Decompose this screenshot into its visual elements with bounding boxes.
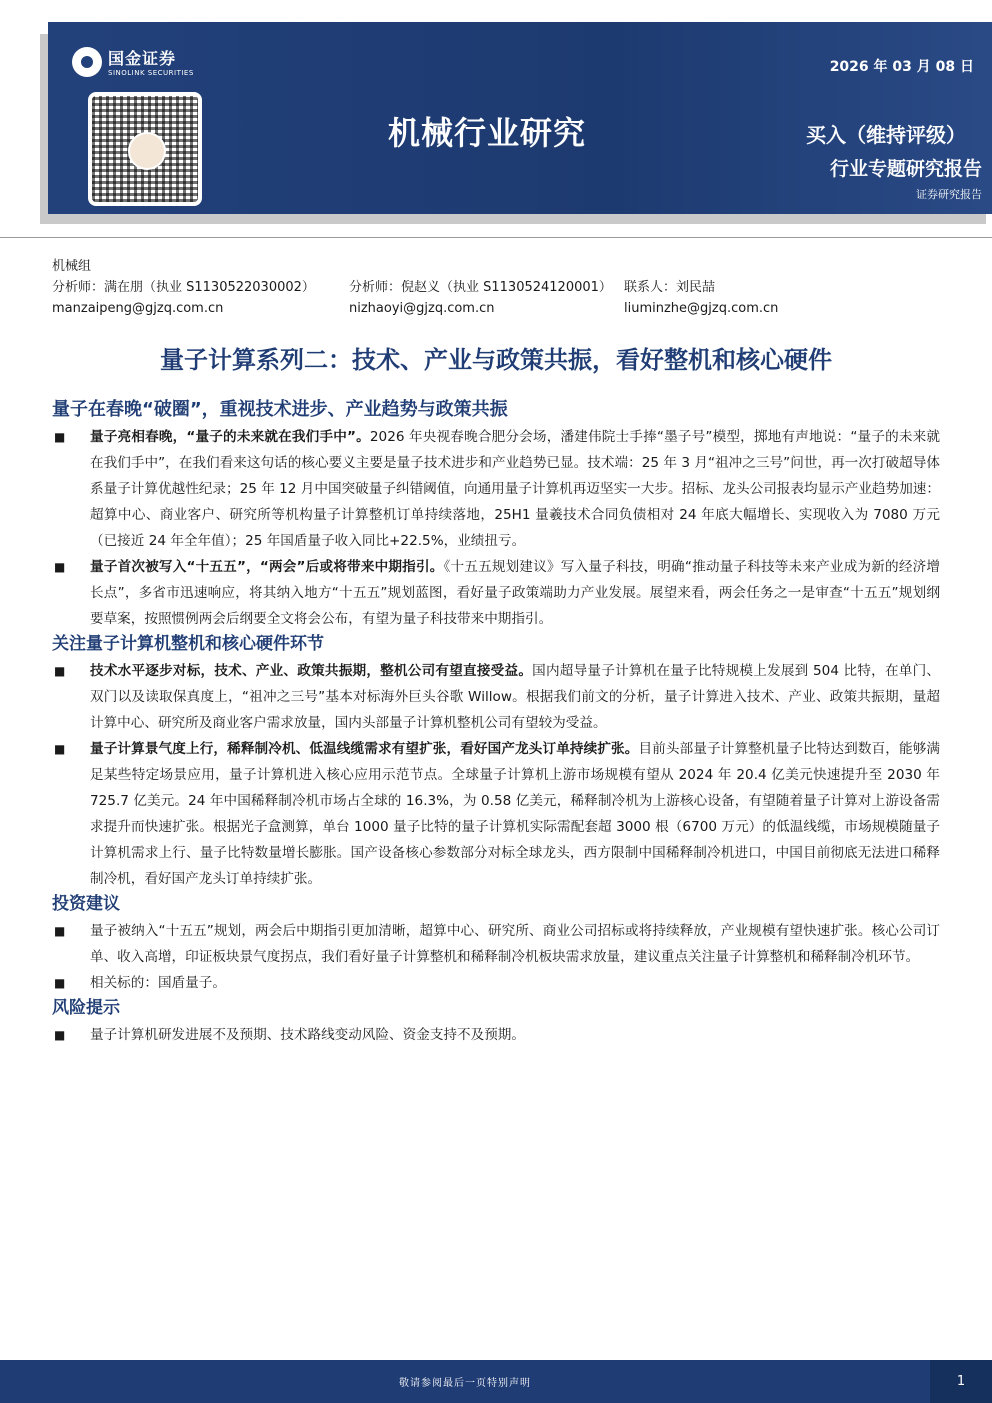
bullet-icon: ■ [54, 924, 66, 938]
item-text: 2026 年央视春晚合肥分会场，潘建伟院士手捧“墨子号”模型，掷地有声地说：“量子的未来就在我们手中”，在我们看来这句话的核心要义主要是量子技术进步和产业趋势已显。技术端：25 年 3 月“祖冲之三号”问世，再一次打破超导体系量子计算优越性纪录；25 年 12 月中国突破量子纠错阈值，向通用量子计算机再迈坚实一大步。招标、龙头公司报表均显示产业趋势加速：超算中心、商业客户、研究所等机构量子计算整机订单持续落地，25H1 量羲技术合同负债相对 24 年底大幅增长、实现收入为 7080 万元（已接近 24 年全年值）；25 年国盾量子收入同比+22.5%，业绩扭亏。 [90, 429, 941, 549]
analyst-2-email[interactable]: nizhaoyi@gjzq.com.cn [349, 301, 495, 316]
qr-code-icon [92, 96, 198, 202]
item-text: 国内超导量子计算机在量子比特规模上发展到 504 比特，在单门、双门以及读取保真度上，“祖冲之三号”基本对标海外巨头谷歌 Willow。根据我们前文的分析，量子计算进入技术、产业、政策共振期，量超计算中心、研究所及商业客户需求放量，国内头部量子计算机整机公司有望较为受益。 [90, 663, 940, 731]
analyst-group: 机械组 [52, 259, 92, 274]
section-heading: 风险提示 [52, 998, 120, 1018]
qr-center-logo [128, 132, 166, 170]
section-heading: 投资建议 [52, 894, 120, 914]
list-item [52, 658, 940, 736]
bullet-icon: ■ [54, 742, 66, 756]
list-item [52, 554, 940, 632]
bullet-icon: ■ [54, 976, 66, 990]
analyst-1-email[interactable]: manzaipeng@gjzq.com.cn [52, 301, 224, 316]
item-text: 相关标的：国盾量子。 [90, 975, 226, 991]
item-lead: 技术水平逐步对标，技术、产业、政策共振期，整机公司有望直接受益。 [90, 663, 533, 679]
item-text: 《十五五规划建议》写入量子科技，明确“推动量子科技等未来产业成为新的经济增长点”，多省市迅速响应，将其纳入地方“十五五”规划蓝图，看好量子政策端助力产业发展。展望来看，两会任务之一是审查“十五五”规划纲要草案，按照惯例两会后纲要全文将会公布，有望为量子科技带来中期指引。 [90, 559, 940, 627]
bullet-icon: ■ [54, 430, 66, 444]
item-text: 目前头部量子计算整机量子比特达到数百，能够满足某些特定场景应用，量子计算机进入核心应用示范节点。全球量子计算机上游市场规模有望从 2024 年 20.4 亿美元快速提升至 2030 年 725.7 亿美元。24 年中国稀释制冷机市场占全球的 16.3%，为 0.58 亿美元，稀释制冷机为上游核心设备，有望随着量子计算对上游设备需求提升而快速扩张。根据光子盒测算，单台 1000 量子比特的量子计算机实际需配套超 3000 根（6700 万元）的低温线缆，市场规模随量子计算机需求上行、量子比特数量增长膨胀。国产设备核心参数部分对标全球龙头，西方限制中国稀释制冷机进口，中国目前彻底无法进口稀释制冷机，看好国产龙头订单持续扩张。 [90, 741, 941, 887]
item-lead: 量子首次被写入“十五五”，“两会”后或将带来中期指引。 [90, 559, 444, 575]
document-title: 量子计算系列二：技术、产业与政策共振，看好整机和核心硬件 [160, 346, 832, 374]
header-banner [48, 22, 992, 214]
logo-cn: 国金证券 [108, 49, 177, 68]
item-lead: 量子计算景气度上行，稀释制冷机、低温线缆需求有望扩张，看好国产龙头订单持续扩张。 [90, 741, 639, 757]
analyst-block [52, 256, 952, 319]
page-footer [0, 1360, 992, 1403]
bullet-icon: ■ [54, 1028, 66, 1042]
brand-logo [72, 46, 194, 77]
logo-icon [72, 47, 102, 77]
report-subtype: 证券研究报告 [916, 188, 982, 201]
item-text: 量子被纳入“十五五”规划，两会后中期指引更加清晰，超算中心、研究所、商业公司招标或将持续释放，产业规模有望快速扩张。核心公司订单、收入高增，印证板块景气度拐点，我们看好量子计算整机和稀释制冷机板块需求放量，建议重点关注量子计算整机和稀释制冷机环节。 [90, 923, 940, 965]
item-text: 量子计算机研发进展不及预期、技术路线变动风险、资金支持不及预期。 [90, 1027, 525, 1043]
section-heading: 关注量子计算机整机和核心硬件环节 [52, 634, 324, 654]
section-heading: 量子在春晚“破圈”，重视技术进步、产业趋势与政策共振 [52, 399, 508, 420]
report-type: 行业专题研究报告 [829, 158, 982, 180]
rating: 买入（维持评级） [806, 123, 966, 147]
analyst-1: 分析师：满在朋（执业 S1130522030002） [52, 280, 315, 295]
list-item [52, 736, 940, 892]
footer-disclaimer: 敬请参阅最后一页特别声明 [399, 1378, 531, 1389]
logo-en: SINOLINK SECURITIES [108, 69, 194, 77]
divider [0, 237, 992, 238]
contact-person: 联系人：刘民喆 [624, 280, 716, 295]
page-number: 1 [930, 1360, 992, 1403]
report-content [52, 398, 940, 1048]
list-item [52, 918, 940, 970]
analyst-2: 分析师：倪赵义（执业 S1130524120001） [349, 280, 612, 295]
list-item [52, 424, 940, 554]
list-item [52, 1022, 940, 1048]
contact-email[interactable]: liuminzhe@gjzq.com.cn [624, 301, 779, 316]
item-lead: 量子亮相春晚，“量子的未来就在我们手中”。 [90, 429, 370, 445]
list-item [52, 970, 940, 996]
report-date: 2026 年 03 月 08 日 [829, 59, 974, 75]
industry-title: 机械行业研究 [388, 114, 587, 152]
bullet-icon: ■ [54, 560, 66, 574]
bullet-icon: ■ [54, 664, 66, 678]
